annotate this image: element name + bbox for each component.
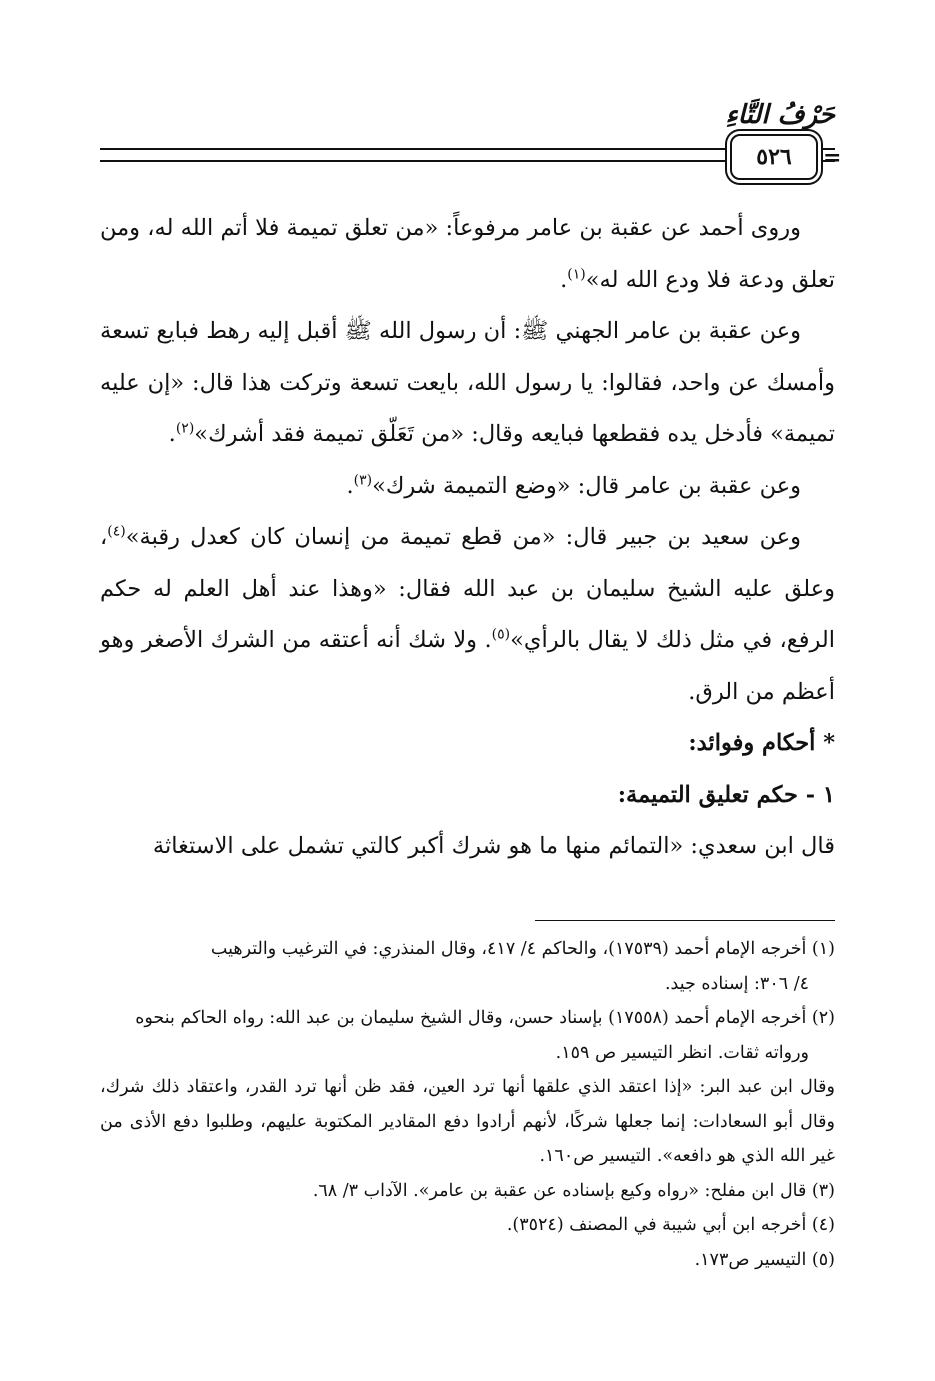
footnote-1: (١) أخرجه الإمام أحمد (١٧٥٣٩)، والحاكم ٤/ ٤١٧، وقال المنذري: في الترغيب والترهيب bbox=[210, 939, 835, 959]
footnote-ref-2: (٢) bbox=[175, 420, 195, 437]
subsection-heading: ١ - حكم تعليق التميمة: bbox=[617, 781, 835, 808]
paragraph-text: ، وعلق عليه الشيخ سليمان بن عبد الله فقال: «وهذا عند أهل العلم له حكم الرفع، في مثل ذلك لا يقال بالرأي» bbox=[100, 524, 836, 653]
paragraph-text: وروى أحمد عن عقبة بن عامر مرفوعاً: «من تعلق تميمة فلا أتم الله له، ومن تعلق ودعة فلا ودع الله له» bbox=[100, 215, 835, 293]
paragraph-text: وعن عقبة بن عامر قال: «وضع التميمة شرك» bbox=[372, 472, 801, 499]
footnotes bbox=[100, 932, 835, 1277]
paragraph bbox=[100, 306, 835, 461]
page-number: ٥٢٦ bbox=[730, 134, 818, 180]
chapter-title: حَرْفُ التَّاءِ bbox=[725, 100, 835, 130]
paragraph: قال ابن سعدي: «التمائم منها ما هو شرك أكبر كالتي تشمل على الاستغاثة bbox=[152, 833, 835, 859]
paragraph bbox=[100, 461, 835, 513]
punctuation: . bbox=[560, 266, 568, 293]
paragraph-text: . ولا شك أنه أعتقه من الشرك الأصغر وهو أعظم من الرق. bbox=[100, 627, 835, 705]
footnote-ref-1: (١) bbox=[567, 266, 586, 282]
paragraph bbox=[100, 512, 835, 718]
footnote-ref-5: (٥) bbox=[491, 626, 511, 643]
footnote-ref-4: (٤) bbox=[107, 523, 126, 540]
paragraph-text: وعن عقبة بن عامر الجهني ﷺ: أن رسول الله ﷺ أقبل إليه رهط فبايع تسعة وأمسك عن واحد، فقالوا: يا رسول الله، بايعت تسعة وتركت هذا قال: «إن عليه تميمة» فأدخل يده فقطعها فبايعه وقال: «من تَعَلّق تميمة فقد أشرك» bbox=[100, 318, 835, 447]
punctuation: . bbox=[168, 421, 176, 447]
footnote-4: (٤) أخرجه ابن أبي شيبة في المصنف (٣٥٢٤). bbox=[506, 1215, 835, 1235]
footnote-3: (٣) قال ابن مفلح: «رواه وكيع بإسناده عن عقبة بن عامر». الآداب ٣/ ٦٨. bbox=[312, 1180, 835, 1201]
paragraph bbox=[100, 203, 835, 306]
paragraph-text: وعن سعيد بن جبير قال: «من قطع تميمة من إنسان كان كعدل رقبة» bbox=[125, 524, 801, 550]
main-text bbox=[100, 203, 835, 873]
header-double-rule bbox=[100, 148, 835, 162]
footnote-2-quote: وقال ابن عبد البر: «إذا اعتقد الذي علقها أنها ترد العين، فقد ظن أنها ترد القدر، واعتقاد ذلك شرك، وقال أبو السعادات: إنما جعلها شركًا، لأنهم أرادوا دفع المقادير المكتوبة عليهم، وطلبوا دفع الأذى من غير الله الذي هو دافعه». التيسير ص١٦٠. bbox=[100, 1077, 835, 1166]
footnote-separator bbox=[535, 920, 835, 921]
footnote-2: (٢) أخرجه الإمام أحمد (١٧٥٥٨) بإسناد حسن، وقال الشيخ سليمان بن عبد الله: رواه الحاكم بنحوه bbox=[135, 1008, 835, 1028]
header-rule-end-mark: = bbox=[823, 145, 842, 171]
footnote-ref-3: (٣) bbox=[353, 472, 373, 488]
punctuation: . bbox=[346, 472, 354, 499]
footnote-5: (٥) التيسير ص١٧٣. bbox=[694, 1249, 835, 1270]
section-heading: * أحكام وفوائد: bbox=[688, 730, 835, 756]
footnote-2-continuation: ورواته ثقات. انظر التيسير ص ١٥٩. bbox=[555, 1042, 809, 1063]
footnote-1-continuation: ٤/ ٣٠٦: إسناده جيد. bbox=[664, 973, 809, 994]
